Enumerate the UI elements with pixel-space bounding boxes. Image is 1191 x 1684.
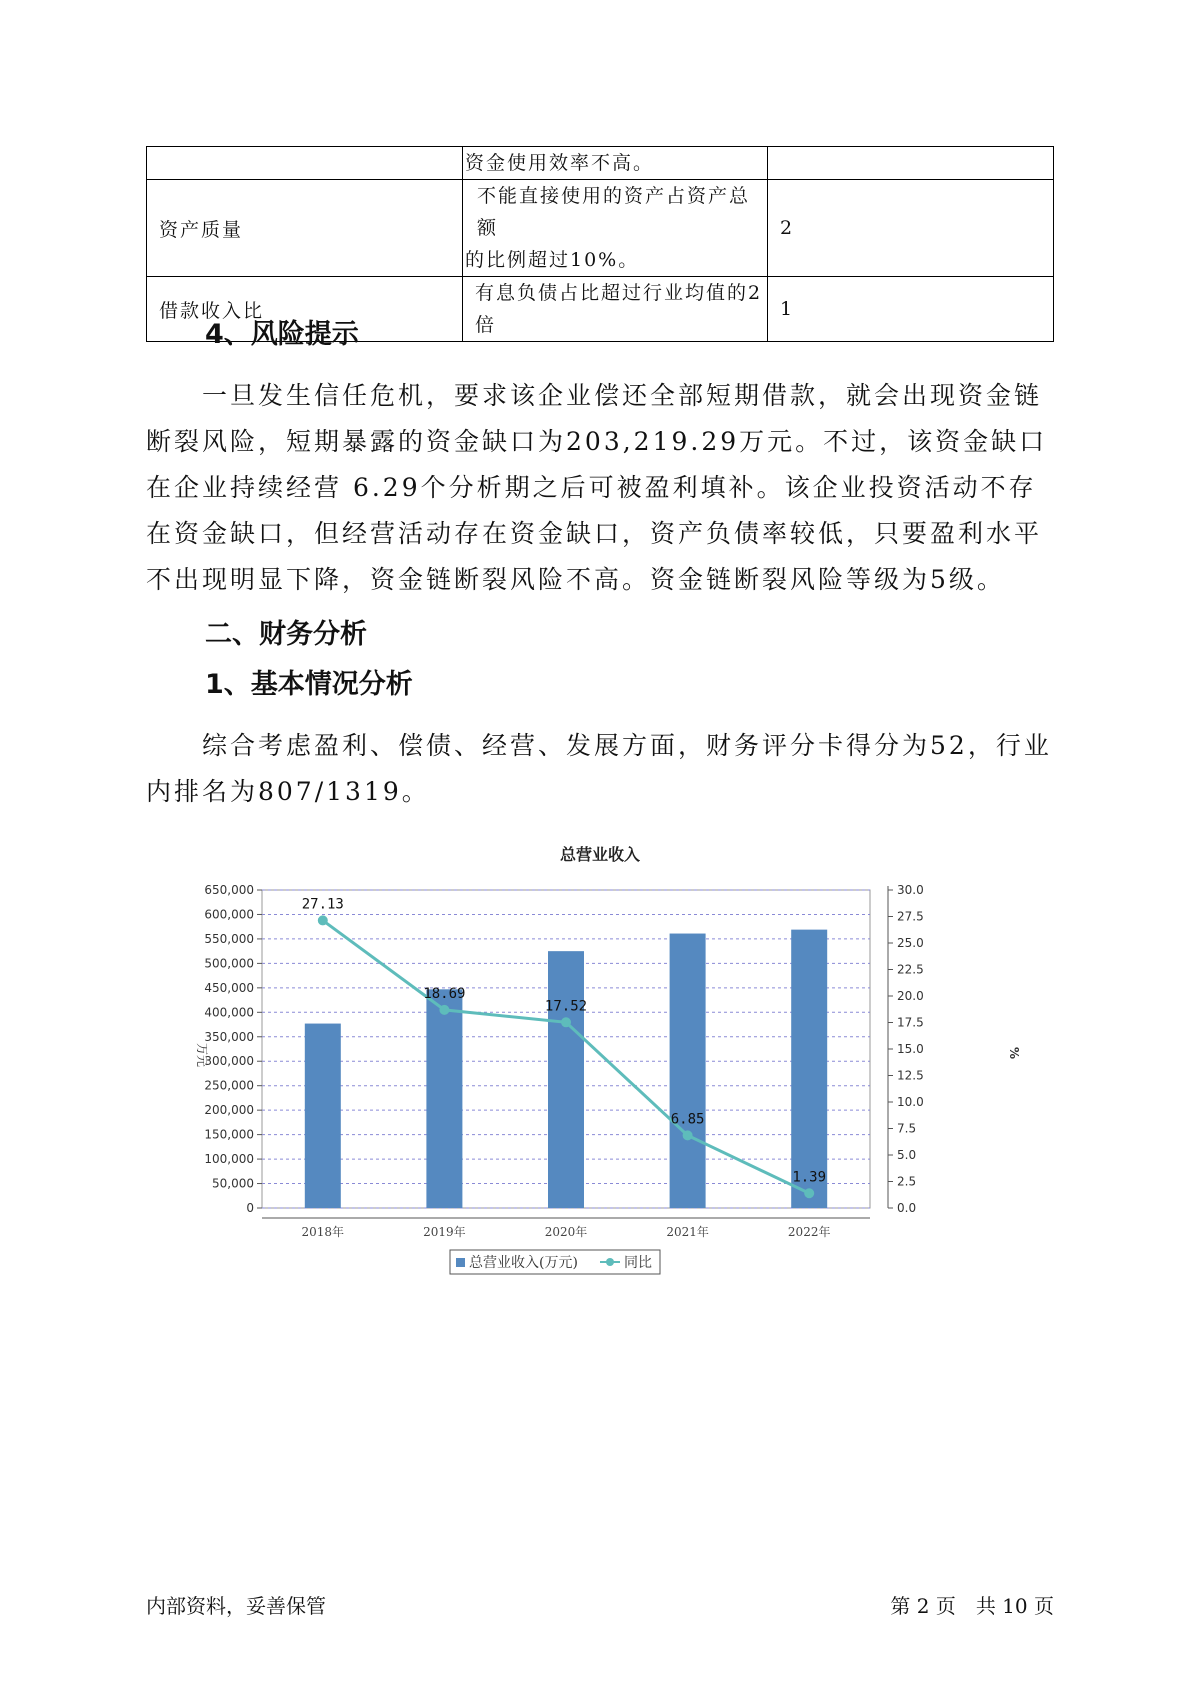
finance-heading: 二、财务分析 [205,619,367,650]
legend-label: 总营业收入(万元) [469,1255,578,1271]
basic-analysis-paragraph: 综合考虑盈利、偿债、经营、发展方面，财务评分卡得分为52，行业内排名为807/1319。 [146,731,1052,806]
basic-analysis-heading: 1、基本情况分析 [205,669,413,700]
legend-label: 同比 [624,1255,652,1271]
y-tick-label: 100,000 [204,1152,254,1167]
legend-swatch-marker [606,1258,614,1266]
chart-title: 总营业收入 [559,845,641,864]
table-cell-score [768,147,1054,180]
y-tick-label: 400,000 [204,1005,254,1020]
y2-tick-label: 2.5 [897,1174,917,1189]
data-label: 1.39 [792,1169,827,1186]
y-tick-label: 50,000 [212,1176,254,1191]
table-cell-label: 资产质量 [147,180,463,277]
y-tick-label: 200,000 [204,1103,254,1118]
table-cell-desc-line2: 的比例超过10%。 [465,249,640,271]
x-tick-label: 2019年 [423,1225,466,1239]
y2-tick-label: 12.5 [897,1068,924,1083]
y2-tick-label: 20.0 [897,989,924,1003]
y-tick-label: 150,000 [204,1127,254,1142]
table-cell-desc: 资金使用效率不高。 [463,147,768,180]
risk-heading: 4、风险提示 [205,319,359,350]
table-row [147,147,1054,180]
y-tick-label: 350,000 [204,1029,254,1044]
x-tick-label: 2020年 [544,1225,588,1239]
table-row [147,180,1054,277]
footer-page-number: 第 2 页 共 10 页 [890,1594,1054,1618]
data-label: 18.69 [423,985,466,1002]
table-cell-score: 2 [768,180,1054,277]
x-tick-label: 2021年 [666,1225,709,1239]
bar-2018年 [305,1024,341,1208]
table-cell-desc [463,277,768,342]
legend-swatch-bar [456,1258,465,1267]
y-tick-label: 250,000 [204,1078,254,1093]
bar-2019年 [426,989,462,1208]
yoy-point [561,1017,571,1027]
y2-tick-label: 0.0 [897,1201,917,1215]
y2-tick-label: 27.5 [897,909,924,924]
y2-tick-label: 15.0 [897,1042,924,1056]
bar-2020年 [548,951,584,1208]
risk-paragraph: 一旦发生信任危机，要求该企业偿还全部短期借款，就会出现资金链断裂风险，短期暴露的资金缺口为203,219.29万元。不过，该资金缺口在企业持续经营 6.29个分析期之后可被盈利填补。该企业投资活动不存在资金缺口，但经营活动存在资金缺口，资产负债率较低，只要盈利水平不出现明显下降，资金链断裂风险不高。资金链断裂风险等级为5级。 [146,381,1048,594]
y-axis-label: 万元 [195,1042,209,1068]
y2-tick-label: 22.5 [897,962,924,977]
y-tick-label: 650,000 [204,883,254,897]
y2-tick-label: 5.0 [897,1148,917,1162]
table-cell-label [147,147,463,180]
table-cell-desc-text: 有息负债占比超过行业均值的2倍 [475,282,763,336]
table-cell-desc [463,180,768,277]
footer-confidential: 内部资料，妥善保管 [146,1594,326,1618]
yoy-point [439,1005,449,1015]
y2-tick-label: 25.0 [897,936,924,950]
yoy-point [683,1130,693,1140]
y2-axis-label: % [1007,1046,1021,1060]
data-label: 17.52 [544,998,588,1015]
bar-series [305,930,827,1208]
table-cell-label: 借款收入比 [147,277,463,342]
yoy-point [804,1188,814,1198]
table-cell-desc-line1: 不能直接使用的资产占资产总额 [477,185,751,239]
revenue-chart [180,840,1040,1300]
bar-2022年 [791,930,827,1208]
y-tick-label: 550,000 [204,931,254,946]
y2-tick-label: 10.0 [897,1095,924,1109]
table-cell-score: 1 [768,277,1054,342]
y-tick-label: 0 [246,1201,254,1215]
y2-tick-label: 30.0 [897,883,924,897]
data-label: 27.13 [301,896,344,913]
y-tick-label: 450,000 [204,980,254,995]
y-tick-label: 500,000 [204,956,254,971]
x-tick-label: 2022年 [787,1225,831,1239]
y2-tick-label: 17.5 [897,1015,924,1030]
bar-2021年 [670,934,706,1208]
y2-tick-label: 7.5 [897,1121,917,1136]
chart-legend [450,1250,660,1274]
y-tick-label: 600,000 [204,907,254,922]
x-tick-label: 2018年 [301,1225,345,1239]
yoy-point [318,915,328,925]
data-label: 6.85 [670,1111,705,1128]
y-tick-label: 300,000 [204,1054,254,1069]
